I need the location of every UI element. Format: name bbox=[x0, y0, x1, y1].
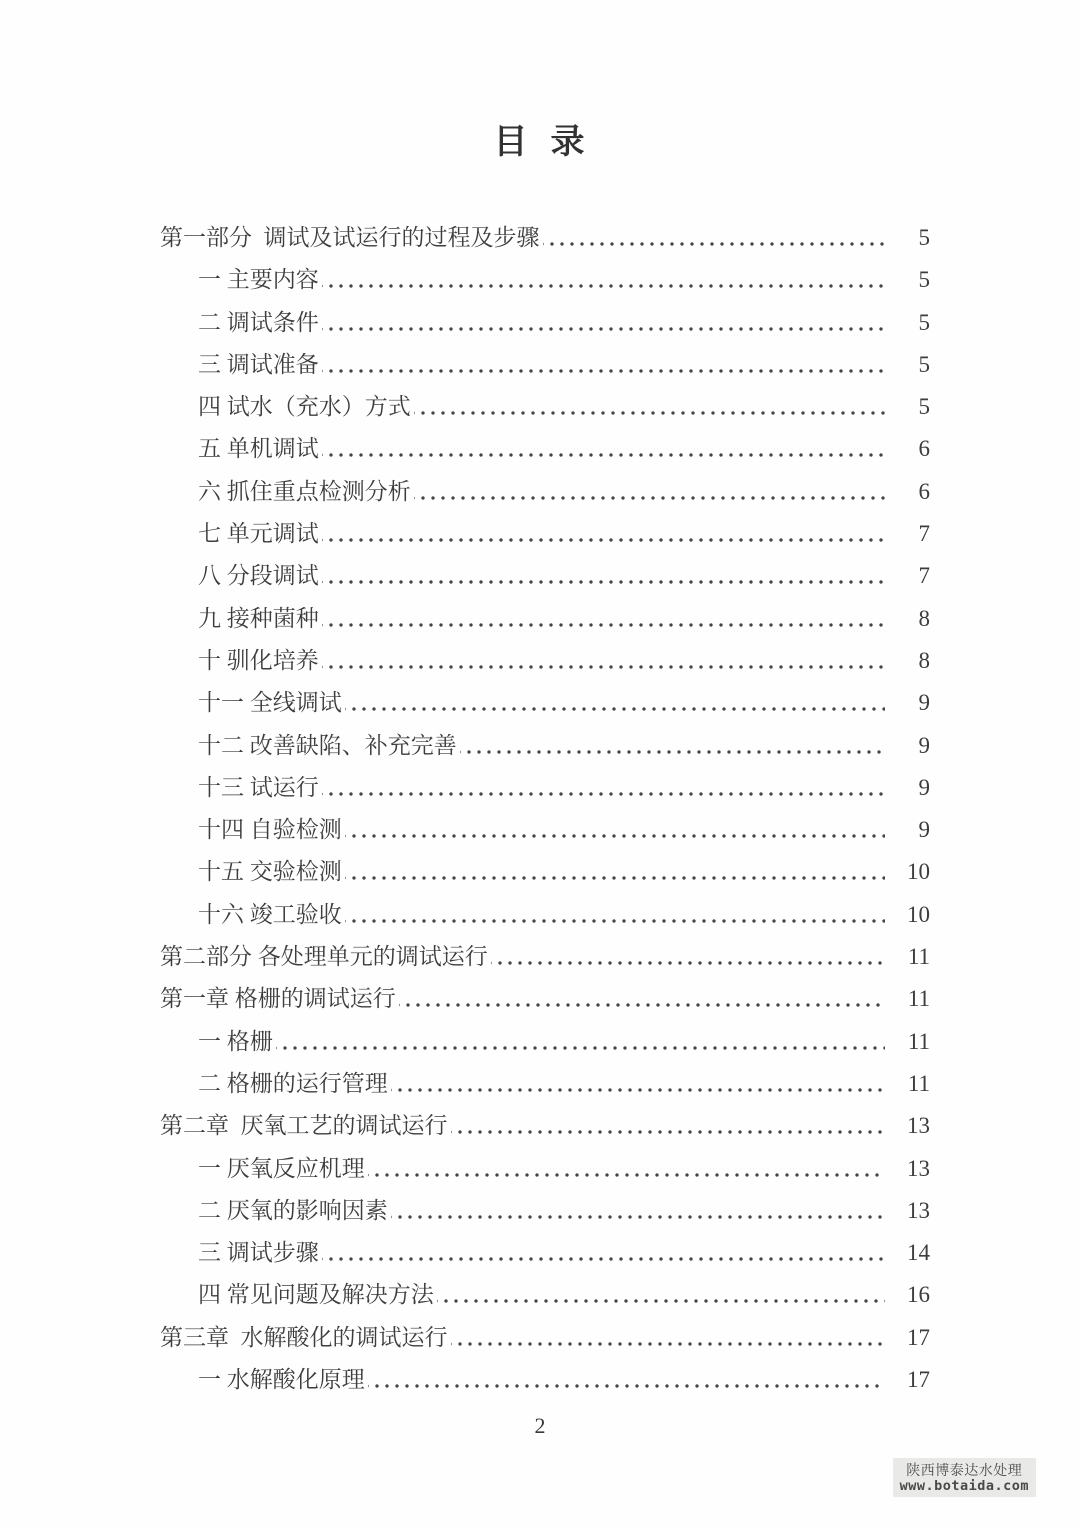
toc-entry[interactable] bbox=[160, 1148, 930, 1190]
dot-leader bbox=[391, 1190, 885, 1232]
toc-entry-page-number: 5 bbox=[918, 225, 930, 250]
toc-entry[interactable] bbox=[160, 1232, 930, 1274]
toc-entry[interactable] bbox=[160, 809, 930, 851]
page-number-footer: 2 bbox=[534, 1413, 546, 1438]
dot-leader bbox=[491, 936, 885, 978]
toc-entry[interactable] bbox=[160, 1317, 930, 1359]
toc-entry-label: 一 水解酸化原理 bbox=[198, 1367, 365, 1393]
toc-entry-label: 二 厌氧的影响因素 bbox=[198, 1197, 388, 1223]
toc-entry[interactable] bbox=[160, 1274, 930, 1316]
toc-entry[interactable] bbox=[160, 259, 930, 301]
toc-entry[interactable] bbox=[160, 1021, 930, 1063]
watermark-website-url: www.botaida.com bbox=[899, 1478, 1029, 1494]
toc-entry-page-number: 5 bbox=[918, 351, 930, 377]
toc-entry-page-number: 8 bbox=[918, 605, 930, 631]
toc-entry-page-number: 5 bbox=[918, 309, 930, 335]
toc-entry[interactable] bbox=[160, 513, 930, 555]
toc-entry-page-number: 9 bbox=[918, 817, 930, 843]
toc-entry-label: 四 试水（充水）方式 bbox=[198, 394, 411, 420]
toc-list bbox=[0, 217, 1080, 1401]
toc-entry-label: 三 调试准备 bbox=[198, 351, 319, 377]
toc-entry-label: 十六 竣工验收 bbox=[198, 901, 342, 927]
toc-entry-page-number: 9 bbox=[918, 732, 930, 758]
toc-entry[interactable] bbox=[160, 851, 930, 893]
toc-entry-page-number: 17 bbox=[907, 1324, 930, 1350]
dot-leader bbox=[368, 1148, 885, 1190]
dot-leader bbox=[276, 1021, 885, 1063]
toc-entry-label: 第三章 水解酸化的调试运行 bbox=[160, 1324, 448, 1350]
dot-leader bbox=[460, 725, 885, 767]
dot-leader bbox=[451, 1105, 886, 1147]
toc-entry[interactable] bbox=[160, 725, 930, 767]
dot-leader bbox=[399, 978, 885, 1020]
toc-entry-page-number: 11 bbox=[907, 944, 930, 970]
watermark bbox=[893, 1458, 1036, 1497]
toc-entry-label: 二 调试条件 bbox=[198, 309, 319, 335]
dot-leader bbox=[345, 894, 885, 936]
toc-entry[interactable] bbox=[160, 428, 930, 470]
toc-entry[interactable] bbox=[160, 1063, 930, 1105]
dot-leader bbox=[322, 1232, 885, 1274]
toc-entry-label: 十一 全线调试 bbox=[198, 690, 342, 716]
dot-leader bbox=[322, 767, 885, 809]
toc-entry[interactable] bbox=[160, 302, 930, 344]
toc-entry-label: 一 格栅 bbox=[198, 1028, 273, 1054]
toc-entry-page-number: 10 bbox=[907, 901, 930, 927]
toc-entry-page-number: 5 bbox=[918, 267, 930, 293]
toc-entry[interactable] bbox=[160, 640, 930, 682]
toc-entry-page-number: 7 bbox=[918, 563, 930, 589]
toc-entry[interactable] bbox=[160, 682, 930, 724]
dot-leader bbox=[322, 259, 885, 301]
dot-leader bbox=[322, 513, 885, 555]
toc-entry-page-number: 6 bbox=[918, 436, 930, 462]
dot-leader bbox=[322, 555, 885, 597]
toc-entry-page-number: 13 bbox=[907, 1197, 930, 1223]
toc-entry-page-number: 5 bbox=[918, 394, 930, 420]
toc-entry[interactable] bbox=[160, 1359, 930, 1401]
toc-entry-label: 第一部分 调试及试运行的过程及步骤 bbox=[160, 225, 540, 250]
toc-entry[interactable] bbox=[160, 936, 930, 978]
toc-entry[interactable] bbox=[160, 471, 930, 513]
toc-entry-label: 第二部分 各处理单元的调试运行 bbox=[160, 944, 488, 970]
toc-entry[interactable] bbox=[160, 344, 930, 386]
toc-entry-page-number: 6 bbox=[918, 478, 930, 504]
toc-entry-label: 十二 改善缺陷、补充完善 bbox=[198, 732, 457, 758]
toc-entry-page-number: 16 bbox=[907, 1282, 930, 1308]
toc-entry-label: 十四 自验检测 bbox=[198, 817, 342, 843]
toc-entry[interactable] bbox=[160, 555, 930, 597]
toc-title: 目 录 bbox=[493, 124, 587, 161]
dot-leader bbox=[345, 682, 885, 724]
toc-entry-page-number: 11 bbox=[907, 1070, 930, 1096]
toc-entry-label: 四 常见问题及解决方法 bbox=[198, 1282, 434, 1308]
dot-leader bbox=[322, 344, 885, 386]
dot-leader bbox=[543, 217, 886, 259]
toc-entry-page-number: 7 bbox=[918, 521, 930, 547]
dot-leader bbox=[322, 640, 885, 682]
toc-entry-page-number: 11 bbox=[907, 986, 930, 1012]
watermark-company-name: 陕西博泰达水处理 bbox=[906, 1462, 1023, 1478]
dot-leader bbox=[322, 428, 885, 470]
toc-entry-label: 三 调试步骤 bbox=[198, 1240, 319, 1266]
toc-entry[interactable] bbox=[160, 978, 930, 1020]
toc-entry[interactable] bbox=[160, 386, 930, 428]
toc-entry-label: 十 驯化培养 bbox=[198, 647, 319, 673]
toc-entry-label: 一 主要内容 bbox=[198, 267, 319, 293]
toc-entry-page-number: 14 bbox=[907, 1240, 930, 1266]
toc-entry-label: 第二章 厌氧工艺的调试运行 bbox=[160, 1113, 448, 1139]
dot-leader bbox=[345, 809, 885, 851]
toc-entry[interactable] bbox=[160, 598, 930, 640]
dot-leader bbox=[414, 471, 885, 513]
toc-entry-page-number: 17 bbox=[907, 1367, 930, 1393]
toc-entry-label: 二 格栅的运行管理 bbox=[198, 1070, 388, 1096]
dot-leader bbox=[391, 1063, 885, 1105]
toc-entry-label: 一 厌氧反应机理 bbox=[198, 1155, 365, 1181]
toc-entry[interactable] bbox=[160, 767, 930, 809]
dot-leader bbox=[345, 851, 885, 893]
toc-entry-label: 十三 试运行 bbox=[198, 774, 319, 800]
toc-entry-page-number: 13 bbox=[907, 1113, 930, 1139]
dot-leader bbox=[451, 1317, 886, 1359]
toc-entry[interactable] bbox=[160, 217, 930, 259]
toc-entry-label: 六 抓住重点检测分析 bbox=[198, 478, 411, 504]
dot-leader bbox=[368, 1359, 885, 1401]
toc-entry-label: 九 接种菌种 bbox=[198, 605, 319, 631]
dot-leader bbox=[437, 1274, 885, 1316]
toc-entry-page-number: 11 bbox=[907, 1028, 930, 1054]
dot-leader bbox=[322, 302, 885, 344]
toc-entry-label: 八 分段调试 bbox=[198, 563, 319, 589]
toc-entry-page-number: 9 bbox=[918, 774, 930, 800]
toc-entry-label: 七 单元调试 bbox=[198, 521, 319, 547]
toc-entry[interactable] bbox=[160, 1105, 930, 1147]
toc-entry[interactable] bbox=[160, 894, 930, 936]
toc-entry-label: 五 单机调试 bbox=[198, 436, 319, 462]
toc-entry-page-number: 9 bbox=[918, 690, 930, 716]
dot-leader bbox=[322, 598, 885, 640]
toc-entry-page-number: 8 bbox=[918, 647, 930, 673]
toc-entry-label: 第一章 格栅的调试运行 bbox=[160, 986, 396, 1012]
toc-entry[interactable] bbox=[160, 1190, 930, 1232]
toc-entry-page-number: 13 bbox=[907, 1155, 930, 1181]
dot-leader bbox=[414, 386, 885, 428]
toc-entry-label: 十五 交验检测 bbox=[198, 859, 342, 885]
toc-entry-page-number: 10 bbox=[907, 859, 930, 885]
